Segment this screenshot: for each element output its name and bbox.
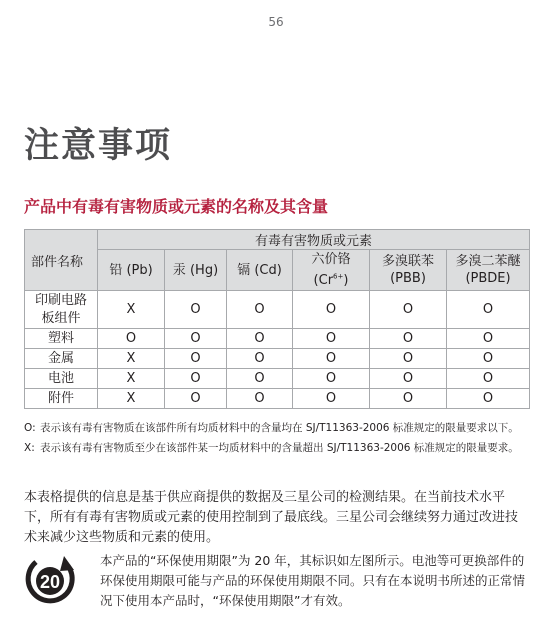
- value-cell: O: [447, 291, 530, 329]
- value-cell: O: [447, 349, 530, 369]
- table-row: [25, 329, 530, 349]
- part-cell: 金属: [25, 349, 98, 369]
- value-cell: O: [165, 369, 227, 389]
- value-cell: O: [293, 349, 370, 369]
- value-cell: O: [447, 389, 530, 409]
- table-row: [25, 369, 530, 389]
- note-marker: X:: [24, 442, 35, 454]
- page-number: 56: [268, 15, 284, 29]
- hazardous-substances-table: [24, 229, 530, 409]
- value-cell: O: [370, 329, 447, 349]
- column-header-cr6-line2: $(Cr^{6+})$: [313, 272, 349, 288]
- note-text: 表示该有毒有害物质至少在该部件某一均质材料中的含量超出 SJ/T11363-2006 标准规定的限量要求。: [40, 442, 519, 454]
- part-cell: 电池: [25, 369, 98, 389]
- value-cell: O: [98, 329, 165, 349]
- section-title: 产品中有毒有害物质或元素的名称及其含量: [24, 197, 329, 216]
- value-cell: O: [293, 329, 370, 349]
- note-text: 表示该有毒有害物质在该部件所有均质材料中的含量均在 SJ/T11363-2006 标准规定的限量要求以下。: [40, 422, 519, 434]
- value-cell: O: [227, 369, 293, 389]
- column-header-cr6-line1: 六价铬: [311, 252, 351, 268]
- column-header-pb: 铅 (Pb): [98, 250, 165, 291]
- epup-paragraph: 本产品的“环保使用期限”为 20 年，其标识如左图所示。电池等可更换部件的环保使用期限可能与产品的环保使用期限不同。只有在本说明书所述的正常情况下使用本产品时，“环保使用期限”才有效。: [100, 553, 526, 608]
- value-cell: O: [227, 291, 293, 329]
- value-cell: O: [293, 291, 370, 329]
- note-marker: O:: [24, 422, 36, 434]
- value-cell: O: [165, 291, 227, 329]
- value-cell: O: [227, 389, 293, 409]
- value-cell: X: [98, 389, 165, 409]
- value-cell: O: [293, 389, 370, 409]
- page-title: 注意事项: [24, 126, 173, 166]
- part-cell: 附件: [25, 389, 98, 409]
- substance-group-header: 有毒有害物质或元素: [98, 230, 530, 250]
- value-cell: X: [98, 291, 165, 329]
- value-cell: O: [447, 329, 530, 349]
- value-cell: O: [293, 369, 370, 389]
- note-x: [24, 440, 529, 456]
- value-cell: O: [227, 349, 293, 369]
- value-cell: X: [98, 349, 165, 369]
- column-header-hg: 汞 (Hg): [165, 250, 227, 291]
- value-cell: O: [370, 349, 447, 369]
- column-header-pbde: 多溴二苯醚 (PBDE): [447, 250, 530, 291]
- column-header-cr6: [293, 250, 370, 291]
- value-cell: O: [370, 291, 447, 329]
- note-o: [24, 420, 529, 436]
- table-row: [25, 291, 530, 329]
- part-cell: 塑料: [25, 329, 98, 349]
- table-row: [25, 389, 530, 409]
- value-cell: O: [447, 369, 530, 389]
- environmental-protection-period-icon: [24, 553, 76, 605]
- table-row: [25, 349, 530, 369]
- part-name-header: 部件名称: [25, 230, 98, 291]
- value-cell: O: [165, 329, 227, 349]
- value-cell: O: [165, 389, 227, 409]
- value-cell: O: [370, 369, 447, 389]
- part-cell: 印刷电路 板组件: [25, 291, 98, 329]
- value-cell: O: [370, 389, 447, 409]
- column-header-cd: 镉 (Cd): [227, 250, 293, 291]
- column-header-pbb: 多溴联苯 (PBB): [370, 250, 447, 291]
- value-cell: X: [98, 369, 165, 389]
- value-cell: O: [227, 329, 293, 349]
- table-notes: [24, 420, 529, 460]
- info-paragraph: 本表格提供的信息是基于供应商提供的数据及三星公司的检测结果。在当前技术水平下，所有有毒有害物质或元素的使用控制到了最底线。三星公司会继续努力通过改进技术来减少这些物质和元素的使用。: [24, 490, 519, 545]
- value-cell: O: [165, 349, 227, 369]
- epup-icon-number: 20: [39, 572, 61, 592]
